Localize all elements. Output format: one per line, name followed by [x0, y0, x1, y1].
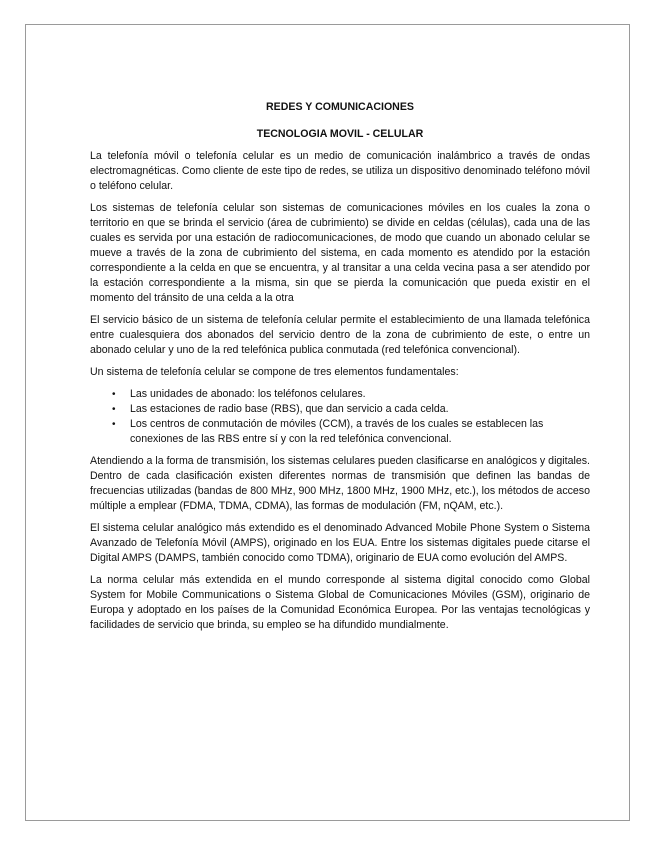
- list-item-text: Las unidades de abonado: los teléfonos celulares.: [130, 388, 366, 400]
- paragraph-gsm: La norma celular más extendida en el mundo corresponde al sistema digital conocido como Global System for Mobile Communications o Sistema Global de Comunicaciones Móviles (GSM), originario de Europa y adoptado en los países de la Comunidad Económica Europea. Por las ventajas tecnológicas y facilidades de servicio que brinda, su empleo se ha difundido mundialmente.: [90, 574, 590, 631]
- bullet-icon: •: [112, 419, 116, 430]
- document-page: [25, 24, 630, 821]
- document-subtitle: TECNOLOGIA MOVIL - CELULAR: [256, 128, 424, 140]
- paragraph-elements-intro: Un sistema de telefonía celular se compone de tres elementos fundamentales:: [90, 366, 459, 378]
- list-item: [112, 402, 590, 417]
- bullet-icon: •: [112, 389, 116, 400]
- list-item-text: Las estaciones de radio base (RBS), que dan servicio a cada celda.: [130, 403, 449, 415]
- elements-list: [90, 387, 590, 447]
- document-body: [90, 100, 590, 640]
- list-item: [112, 387, 590, 402]
- list-item-text: Los centros de conmutación de móviles (CCM), a través de los cuales se establecen las conexiones de las RBS entre sí y con la red telefónica convencional.: [130, 418, 544, 445]
- paragraph-transmission: Atendiendo a la forma de transmisión, los sistemas celulares pueden clasificarse en analógicos y digitales. Dentro de cada clasificación existen diferentes normas de transmisión que definen las bandas de frecuencias utilizadas (bandas de 800 MHz, 900 MHz, 1800 MHz, 1900 MHz, etc.), los métodos de acceso múltiple a emplear (FDMA, TDMA, CDMA), las formas de modulación (FM, nQAM, etc.).: [90, 455, 590, 512]
- paragraph-analog-amps: El sistema celular analógico más extendido es el denominado Advanced Mobile Phone System o Sistema Avanzado de Telefonía Móvil (AMPS), originado en los EUA. Entre los sistemas digitales puede citarse el Digital AMPS (DAMPS, también conocido como TDMA), originario de EUA como evolución del AMPS.: [90, 522, 590, 564]
- paragraph-intro: La telefonía móvil o telefonía celular es un medio de comunicación inalámbrico a través de ondas electromagnéticas. Como cliente de este tipo de redes, se utiliza un dispositivo denominado teléfono móvil o teléfono celular.: [90, 150, 590, 192]
- paragraph-cellular-systems: Los sistemas de telefonía celular son sistemas de comunicaciones móviles en los cuales la zona o territorio en que se brinda el servicio (área de cubrimiento) se divide en celdas (células), cada una de las cuales es servida por una estación de radiocomunicaciones, de modo que cuando un abonado celular se mueve a través de la zona de cubrimiento del sistema, en cada momento es atendido por la estación correspondiente a la celda en que se encuentra, y al transitar a una celda vecina pasa a ser atendido por la estación correspondiente a la misma, sin que se pierda la comunicación que pueda existir en el momento del tránsito de una celda a la otra: [90, 202, 590, 304]
- paragraph-basic-service: El servicio básico de un sistema de telefonía celular permite el establecimiento de una llamada telefónica entre cualesquiera dos abonados del servicio dentro de la zona de cubrimiento de este, o entre un abonado celular y uno de la red telefónica publica conmutada (red telefónica convencional).: [90, 314, 590, 356]
- document-title: REDES Y COMUNICACIONES: [266, 101, 414, 113]
- list-item: [112, 417, 590, 447]
- bullet-icon: •: [112, 404, 116, 415]
